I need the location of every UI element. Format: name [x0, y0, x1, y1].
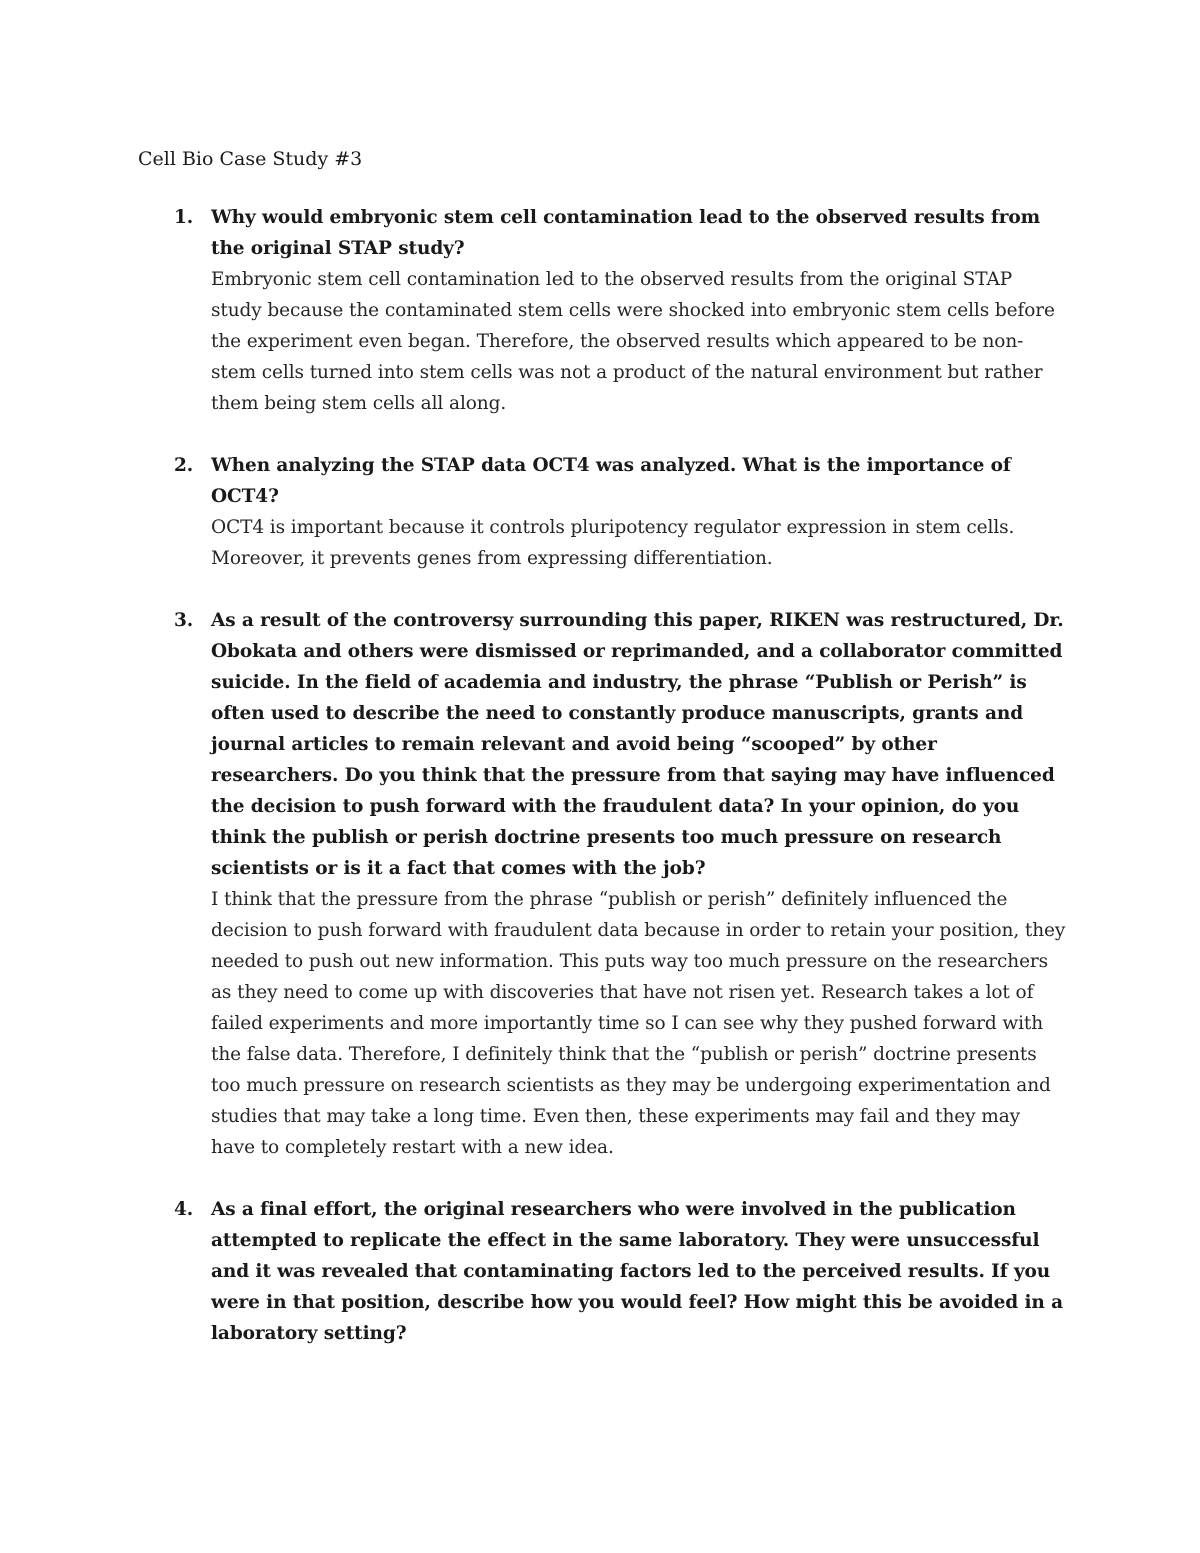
answer-text: I think that the pressure from the phrase “publish or perish” definitely influenced the decision to push forward with fraudulent data because in order to retain your position, they needed to push out new information. This puts way too much pressure on the researchers as they need to come up with discoveries that have not risen yet. Research takes a lot of failed experiments and more importantly time so I can see why they pushed forward with the false data. Therefore, I definitely think that the “publish or perish” doctrine presents too much pressure on research scientists as they may be undergoing experimentation and studies that may take a long time. Even then, these experiments may fail and they may have to completely restart with a new idea. — [211, 889, 1066, 1158]
answer-text: Embryonic stem cell contamination led to the observed results from the original STAP study because the contaminated stem cells were shocked into embryonic stem cells before the experiment even began. Therefore, the observed results which appeared to be non-stem cells turned into stem cells was not a product of the natural environment but rather them being stem cells all along. — [211, 269, 1055, 414]
question-number: 2. — [174, 455, 194, 476]
answer-text: OCT4 is important because it controls pluripotency regulator expression in stem cells. Moreover, it prevents genes from expressing differentiation. — [211, 517, 1015, 569]
question-number: 3. — [174, 610, 194, 631]
question-number: 1. — [174, 207, 194, 228]
question-item-2 — [138, 450, 1068, 574]
question-text: As a final effort, the original researchers who were involved in the publication attempted to replicate the effect in the same laboratory. They were unsuccessful and it was revealed that contaminating factors led to the perceived results. If you were in that position, describe how you would feel? How might this be avoided in a laboratory setting? — [211, 1199, 1063, 1344]
question-number: 4. — [174, 1199, 194, 1220]
question-item-3 — [138, 605, 1068, 1163]
question-list — [138, 202, 1068, 1349]
question-text: Why would embryonic stem cell contamination lead to the observed results from the original STAP study? — [211, 207, 1041, 259]
question-item-1 — [138, 202, 1068, 419]
question-text: When analyzing the STAP data OCT4 was analyzed. What is the importance of OCT4? — [211, 455, 1011, 507]
document-title: Cell Bio Case Study #3 — [138, 148, 363, 170]
question-item-4 — [138, 1194, 1068, 1349]
question-text: As a result of the controversy surrounding this paper, RIKEN was restructured, Dr. Obokata and others were dismissed or reprimanded, and a collaborator committed suicide. In the field of academia and industry, the phrase “Publish or Perish” is often used to describe the need to constantly produce manuscripts, grants and journal articles to remain relevant and avoid being “scooped” by other researchers. Do you think that the pressure from that saying may have influenced the decision to push forward with the fraudulent data? In your opinion, do you think the publish or perish doctrine presents too much pressure on research scientists or is it a fact that comes with the job? — [211, 610, 1064, 879]
